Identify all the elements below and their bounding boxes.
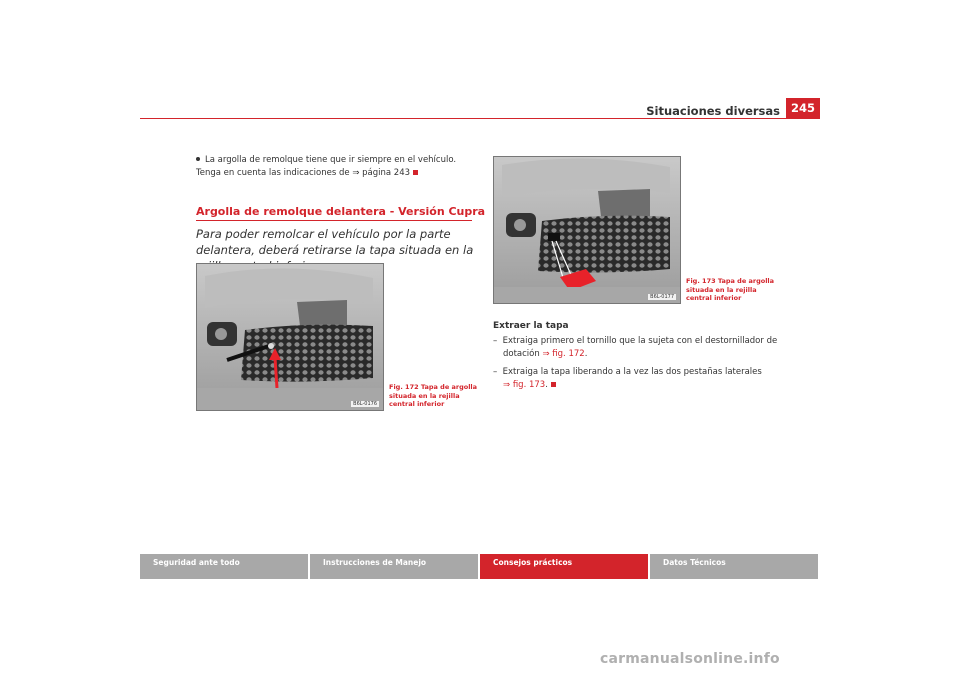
running-header: Situaciones diversas: [646, 104, 780, 118]
section-title: Argolla de remolque delantera - Versión Cupra: [196, 205, 486, 218]
arrow-right-icon: ⇒: [503, 379, 511, 390]
figure-172-caption: Fig. 172 Tapa de argolla situada en la rejilla central inferior: [389, 383, 478, 408]
bullet-icon: [196, 157, 200, 161]
figure-code: B6L-0176: [353, 401, 377, 407]
page-number: 245: [786, 98, 820, 118]
header-rule: [140, 118, 820, 119]
bumper-grille-illustration: [197, 264, 383, 410]
arrow-right-icon: ⇒: [352, 167, 360, 178]
figure-173: [493, 156, 681, 304]
tab-instrucciones[interactable]: Instrucciones de Manejo: [310, 554, 478, 579]
bumper-cover-removed-illustration: [494, 157, 680, 303]
end-mark-icon: [413, 170, 418, 175]
page-reference[interactable]: página 243: [362, 167, 411, 178]
note-paragraph: La argolla de remolque tiene que ir siempre en el vehículo. Tenga en cuenta las indicaciones de ⇒ página 243: [196, 155, 457, 178]
figure-code: B6L-0177: [650, 294, 674, 300]
watermark: carmanualsonline.info: [600, 651, 780, 667]
figure-172-link[interactable]: fig. 172: [552, 348, 585, 359]
section-intro: Para poder remolcar el vehículo por la parte delantera, deberá retirarse la tapa situada en la: [196, 227, 474, 257]
end-mark-icon: [551, 382, 556, 387]
section-rule: [196, 220, 472, 221]
figure-173-caption: Fig. 173 Tapa de argolla situada en la rejilla central inferior: [686, 277, 775, 302]
step-1: – Extraiga primero el tornillo que la sujeta con el destornillador de dotación ⇒ fig. 172.: [493, 336, 778, 359]
tab-seguridad[interactable]: Seguridad ante todo: [140, 554, 308, 579]
figure-173-link[interactable]: fig. 173: [512, 379, 546, 390]
steps-heading: Extraer la tapa: [493, 321, 569, 331]
tab-datos[interactable]: Datos Técnicos: [650, 554, 818, 579]
arrow-right-icon: ⇒: [542, 348, 550, 359]
step-2: – Extraiga la tapa liberando a la vez las dos pestañas laterales ⇒ fig. 173.: [493, 367, 762, 390]
figure-172: [196, 263, 384, 411]
tab-consejos[interactable]: Consejos prácticos: [480, 554, 648, 579]
